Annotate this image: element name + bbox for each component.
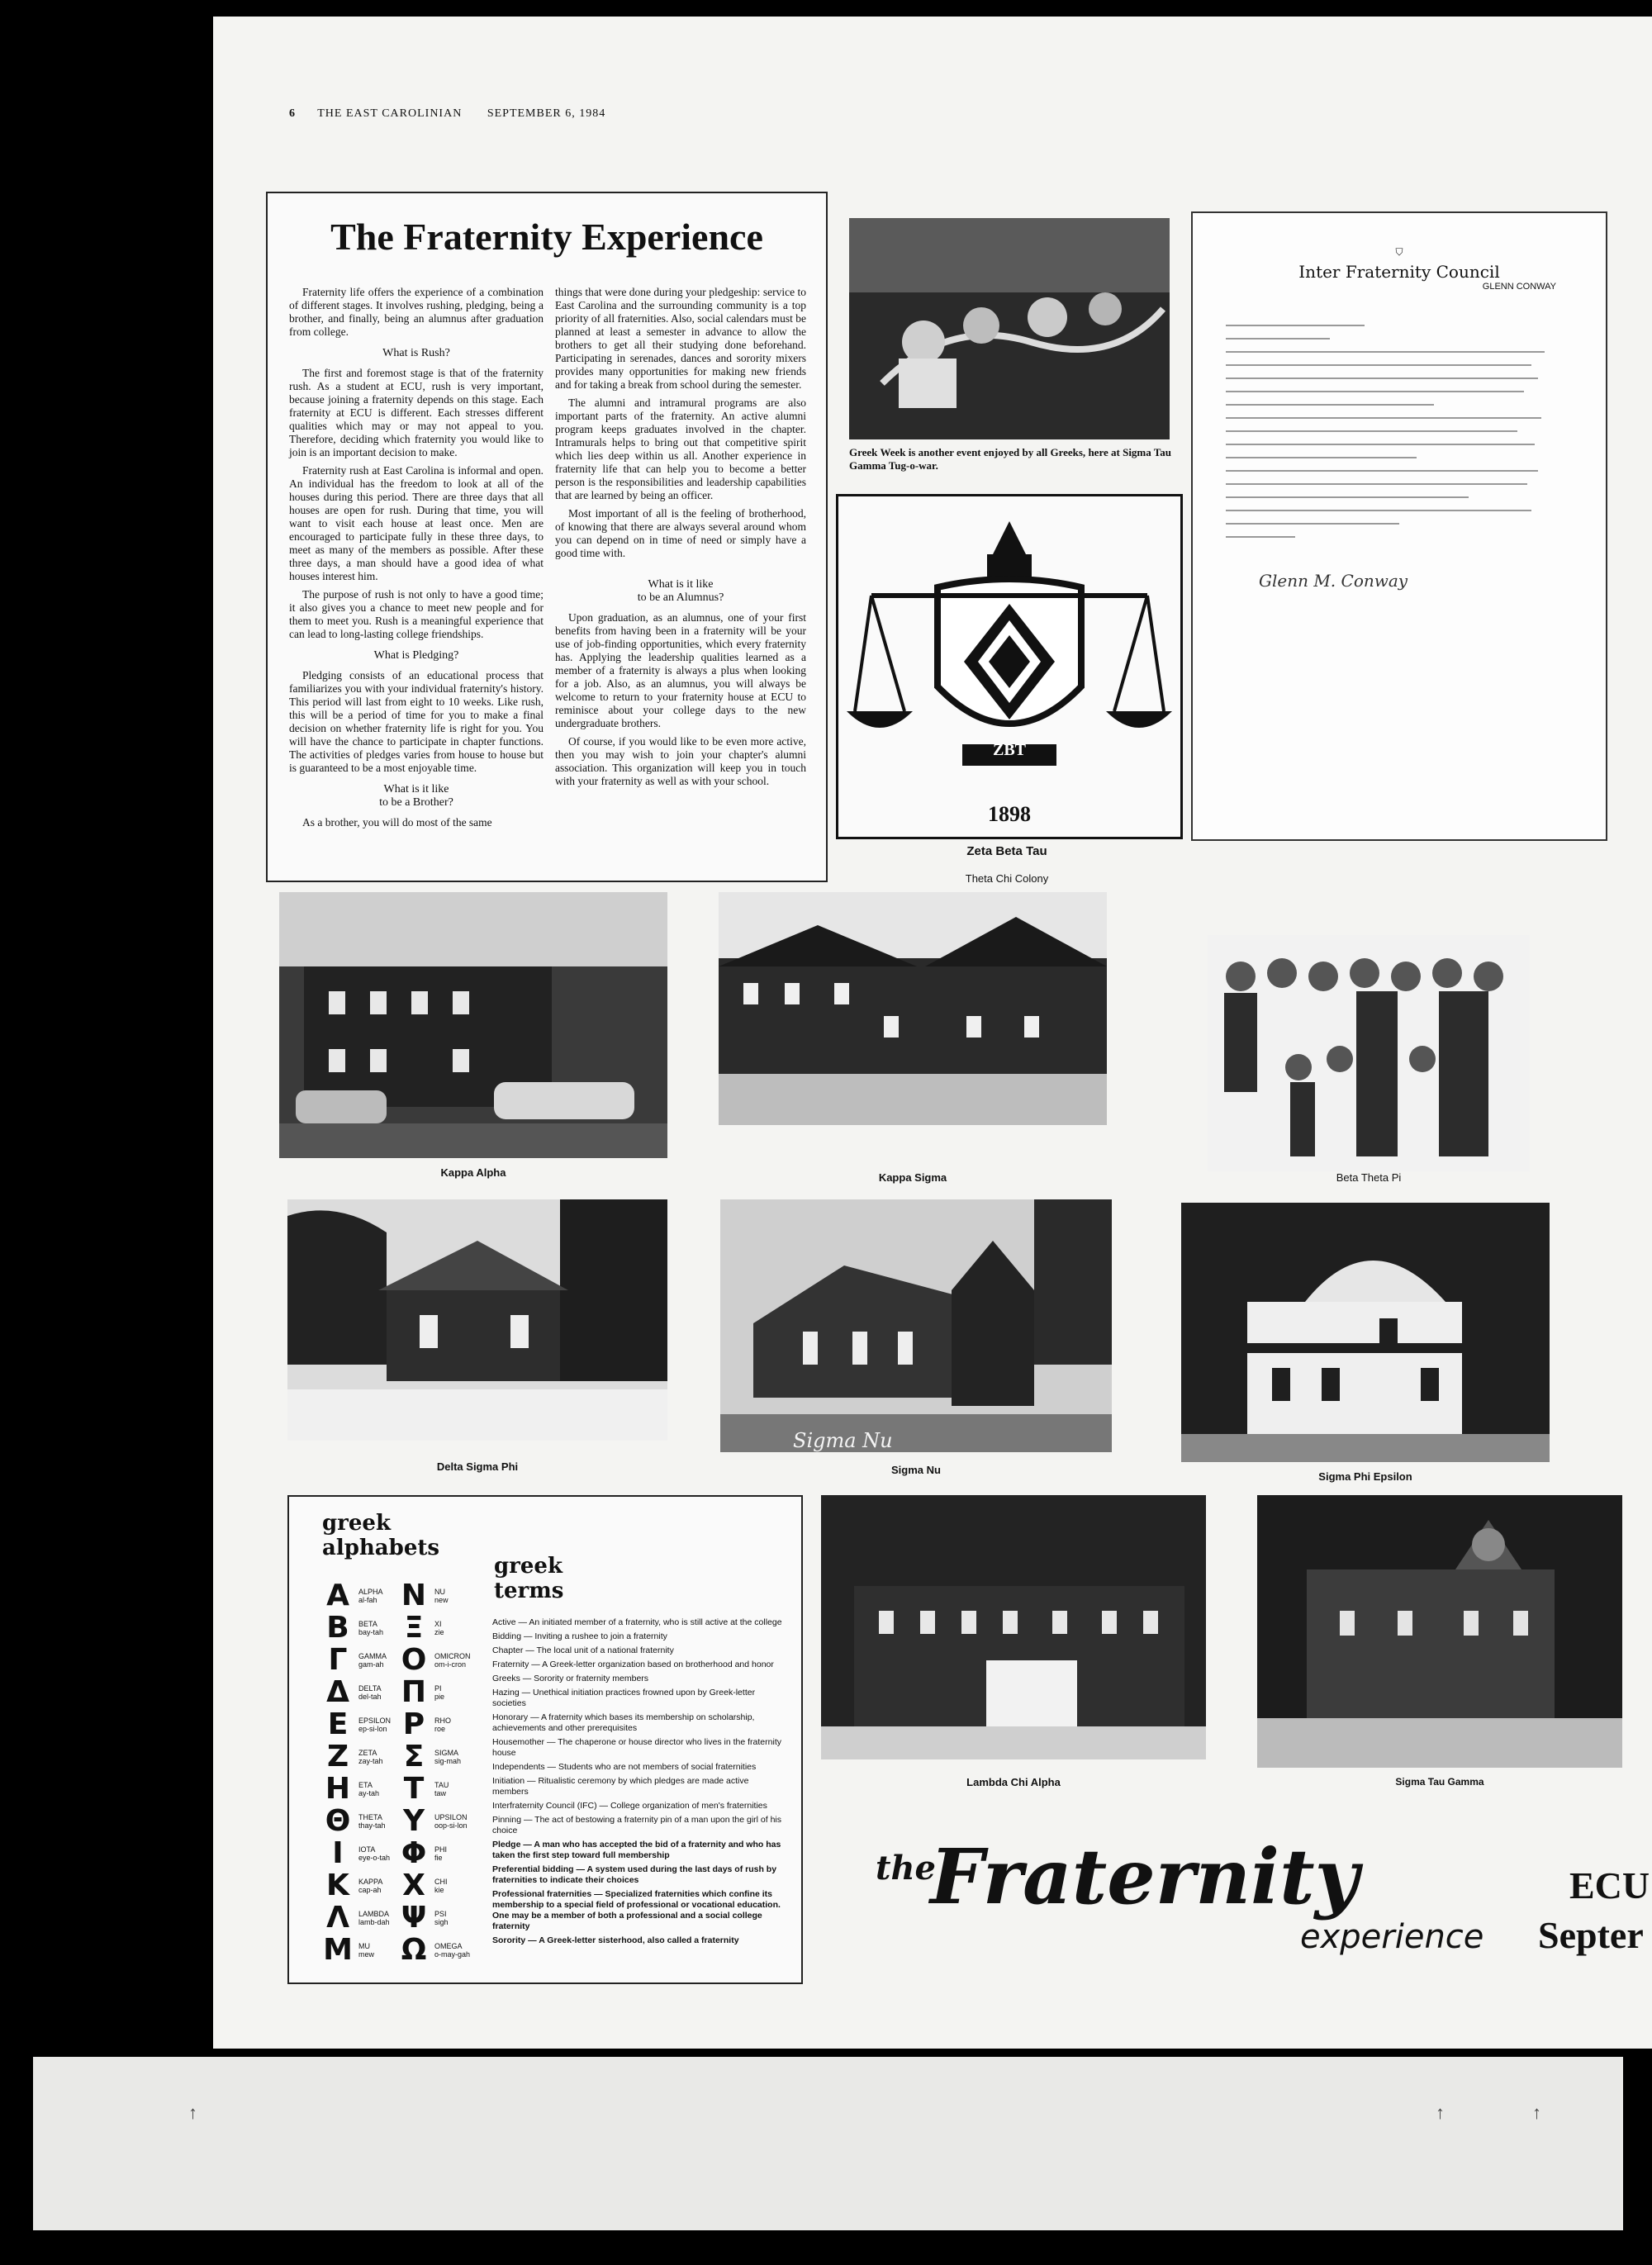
letter-name: ETA bbox=[358, 1780, 373, 1789]
letter-pronunciation: new bbox=[434, 1595, 449, 1604]
letter-name: DELTA bbox=[358, 1683, 382, 1693]
greek-terms-list bbox=[492, 1617, 786, 1949]
letter-name: RHO bbox=[434, 1716, 451, 1725]
terms-title-1: greek bbox=[494, 1554, 563, 1579]
letter-pronunciation: mew bbox=[358, 1949, 375, 1959]
group-photo bbox=[1208, 935, 1530, 1171]
greek-letter-row bbox=[398, 1773, 489, 1805]
greek-letter: Α bbox=[326, 1579, 349, 1612]
article-paragraph: As a brother, you will do most of the same bbox=[302, 816, 492, 829]
letter-pronunciation: o-may-gah bbox=[434, 1949, 471, 1959]
house-caption: Sigma Tau Gamma bbox=[1395, 1776, 1484, 1788]
greek-letter-row bbox=[398, 1934, 489, 1966]
letter-pronunciation: bay-tah bbox=[358, 1627, 384, 1636]
letter-pronunciation: sig-mah bbox=[434, 1756, 462, 1765]
greek-letter: Χ bbox=[402, 1869, 425, 1902]
greek-glossary-box bbox=[287, 1495, 803, 1984]
greek-letter-row bbox=[398, 1805, 489, 1837]
promo-fraternity: Fraternity bbox=[930, 1832, 1360, 1921]
house-photo bbox=[821, 1495, 1206, 1759]
ifc-president-name: GLENN CONWAY bbox=[1482, 282, 1556, 292]
greek-letter: Θ bbox=[325, 1804, 351, 1838]
sigma-nu-sign: Sigma Nu bbox=[793, 1429, 893, 1452]
letter-pronunciation: zie bbox=[434, 1627, 444, 1636]
crest-letters: ZBT bbox=[992, 741, 1027, 759]
greek-letter: Ο bbox=[401, 1643, 427, 1677]
term-item: Active — An initiated member of a fraternity, who is still active at the college bbox=[492, 1617, 782, 1627]
article-paragraph: Fraternity life offers the experience of a combination of different stages. It involves rushing, pledging, being a brother, and finally, being an alumnus after graduation from college. bbox=[289, 286, 544, 338]
term-item: Pinning — The act of bestowing a fraternity pin of a man upon the girl of his choice bbox=[492, 1815, 782, 1835]
house-caption: Kappa Alpha bbox=[440, 1166, 506, 1179]
letter-pronunciation: roe bbox=[434, 1724, 446, 1733]
greek-letter: Κ bbox=[326, 1869, 349, 1902]
letter-pronunciation: sigh bbox=[434, 1917, 449, 1926]
term-item: Housemother — The chaperone or house director who lives in the fraternity house bbox=[492, 1737, 781, 1758]
letter-name: ALPHA bbox=[358, 1587, 383, 1596]
letter-name: MU bbox=[358, 1941, 370, 1950]
greek-letter-row bbox=[398, 1869, 489, 1902]
promo-experience: experience bbox=[1300, 1918, 1484, 1956]
term-item: Independents — Students who are not members of social fraternities bbox=[492, 1762, 757, 1772]
house-photo bbox=[287, 1199, 667, 1441]
greek-letter: Φ bbox=[401, 1836, 427, 1870]
greek-letter: Ε bbox=[327, 1707, 349, 1741]
letter-pronunciation: cap-ah bbox=[358, 1885, 382, 1894]
letter-name: ZETA bbox=[358, 1748, 377, 1757]
greek-letter: Σ bbox=[403, 1740, 425, 1774]
letter-pronunciation: thay-tah bbox=[358, 1821, 386, 1830]
issue-date: SEPTEMBER 6, 1984 bbox=[487, 107, 606, 120]
fraternity-crest-icon bbox=[838, 496, 1180, 837]
letter-name: XI bbox=[434, 1619, 442, 1628]
arrow-mark-icon: ↑ bbox=[188, 2102, 197, 2123]
section-heading: to be an Alumnus? bbox=[637, 591, 724, 604]
section-heading: What is it like bbox=[383, 783, 449, 795]
article-box bbox=[266, 192, 828, 882]
greek-letter: Ψ bbox=[401, 1901, 427, 1935]
house-caption: Lambda Chi Alpha bbox=[966, 1776, 1061, 1788]
greek-week-photo bbox=[849, 218, 1170, 439]
letter-name: UPSILON bbox=[434, 1812, 468, 1821]
term-item: Hazing — Unethical initiation practices frowned upon by Greek-letter societies bbox=[492, 1688, 756, 1708]
greek-letter: Δ bbox=[326, 1675, 349, 1709]
letter-name: CHI bbox=[434, 1877, 448, 1886]
greek-letter: Ω bbox=[401, 1933, 427, 1967]
theta-chi-caption: Theta Chi Colony bbox=[965, 872, 1049, 885]
letter-name: LAMBDA bbox=[358, 1909, 390, 1918]
greek-letter: Ν bbox=[401, 1579, 427, 1612]
article-paragraph: The first and foremost stage is that of the fraternity rush. As a student at ECU, rush is very important, because joining a fraternity depends on this stage. Each fraternity at ECU is different. Each stresses different qualities which may or may not appeal to you. Therefore, deciding which fraternity you would like to join is an important decision to make. bbox=[289, 367, 544, 458]
letter-name: BETA bbox=[358, 1619, 377, 1628]
greek-week-caption: Greek Week is another event enjoyed by all Greeks, here at Sigma Tau Gamma Tug-o-war. bbox=[849, 446, 1171, 472]
greek-letter: Ι bbox=[332, 1836, 344, 1870]
house-photo bbox=[279, 892, 667, 1158]
greek-letter: Μ bbox=[323, 1933, 353, 1967]
letter-body-lines bbox=[1193, 292, 1606, 571]
term-item: Pledge — A man who has accepted the bid of a fraternity and who has taken the first step toward full membership bbox=[492, 1840, 781, 1860]
letter-name: PSI bbox=[434, 1909, 447, 1918]
greek-letter-row bbox=[398, 1676, 489, 1708]
house-caption: Sigma Phi Epsilon bbox=[1318, 1470, 1412, 1483]
letter-pronunciation: lamb-dah bbox=[358, 1917, 390, 1926]
greek-letter-row bbox=[398, 1708, 489, 1740]
page-folio bbox=[289, 107, 605, 121]
house-photo bbox=[1181, 1203, 1550, 1462]
promo-the: the bbox=[876, 1849, 937, 1888]
promo-side-september: Septer bbox=[1538, 1914, 1644, 1956]
article-paragraph: Pledging consists of an educational process that familiarizes you with your individual fraternity's history. This period will last from eight to 10 weeks. Like rush, this will be a period of time for you to make a final decision on whether fraternity life is right for you. You will have the chance to participate in chapter functions. The activities of pledges varies from house to house but is guaranteed to be a most enjoyable time. bbox=[289, 669, 544, 774]
letter-pronunciation: al-fah bbox=[358, 1595, 377, 1604]
ifc-letterhead: Inter Fraternity Council bbox=[1298, 262, 1500, 282]
house-caption: Sigma Nu bbox=[891, 1464, 941, 1476]
article-paragraph: Upon graduation, as an alumnus, one of your first benefits from having been in a fraternity will be your use of job-finding opportunities, which every fraternity has. Applying the leadership qualities learned as a member of a fraternity is always a plus when looking for a job. Also, as an alumnus, you will always be welcome to return to your fraternity house at ECU to reminisce about your college days to the new undergraduate brothers. bbox=[555, 611, 806, 729]
crest-year: 1898 bbox=[988, 802, 1031, 826]
house-caption: Delta Sigma Phi bbox=[436, 1460, 519, 1473]
greek-letter-row bbox=[398, 1902, 489, 1934]
letter-pronunciation: gam-ah bbox=[358, 1660, 384, 1669]
term-item: Bidding — Inviting a rushee to join a fraternity bbox=[492, 1631, 667, 1641]
term-item: Interfraternity Council (IFC) — College organization of men's fraternities bbox=[492, 1801, 767, 1811]
letter-pronunciation: eye-o-tah bbox=[358, 1853, 391, 1862]
article-paragraph: The purpose of rush is not only to have a good time; it also gives you a chance to meet new people and for them to meet you. Rush is a meaningful experience that can lead to long-lasting college friendships. bbox=[289, 588, 544, 640]
letter-pronunciation: om-i-cron bbox=[434, 1660, 467, 1669]
letter-name: NU bbox=[434, 1587, 445, 1596]
microfilm-lower-strip bbox=[33, 2057, 1623, 2230]
term-item: Preferential bidding — A system used during the last days of rush by fraternities to indicate their choices bbox=[492, 1864, 777, 1885]
letter-name: SIGMA bbox=[434, 1748, 459, 1757]
term-item: Professional fraternities — Specialized fraternities which confine its membership to a special field of professional or vocational education. One may be a member of both a professional and a social college fraternity bbox=[492, 1889, 781, 1931]
letter-pronunciation: fie bbox=[434, 1853, 443, 1862]
greek-letter: Ρ bbox=[402, 1707, 425, 1741]
article-paragraph: things that were done during your pledgeship: service to East Carolina and the surrounding community is a top priority of all fraternities. Also, social calendars must be planned at least a semester in advance to allow the brothers to get all their studying done beforehand. Participating in serenades, dances and sorority mixers provides many opportunities for making new friends and for taking a break from school during the semester. bbox=[555, 286, 806, 391]
letter-pronunciation: pie bbox=[434, 1692, 445, 1701]
greek-letter-row bbox=[398, 1579, 489, 1612]
term-item: Chapter — The local unit of a national fraternity bbox=[492, 1645, 674, 1655]
article-paragraph: Fraternity rush at East Carolina is informal and open. An individual has the freedom to look at all of the houses during this period. There are three days that all houses are open for rush. During that time, you will want to visit each house at least once. Men are encouraged to participate fully in these three days, to meet as many of the members as possible. After these three days, a man should have a good idea of what houses interest him. bbox=[289, 464, 544, 582]
terms-title-2: terms bbox=[494, 1579, 564, 1603]
ifc-seal-icon: ⛉ bbox=[1395, 246, 1403, 258]
article-column-2 bbox=[555, 286, 806, 793]
house-caption: Beta Theta Pi bbox=[1336, 1171, 1402, 1184]
house-photo bbox=[1257, 1495, 1622, 1768]
greek-letter: Λ bbox=[326, 1901, 349, 1935]
term-item: Initiation — Ritualistic ceremony by which pledges are made active members bbox=[492, 1776, 749, 1797]
arrow-mark-icon: ↑ bbox=[1532, 2102, 1541, 2123]
letter-name: EPSILON bbox=[358, 1716, 392, 1725]
letter-name: OMEGA bbox=[434, 1941, 463, 1950]
letter-pronunciation: oop-si-lon bbox=[434, 1821, 468, 1830]
letter-name: THETA bbox=[358, 1812, 382, 1821]
letter-pronunciation: del-tah bbox=[358, 1692, 382, 1701]
letter-name: OMICRON bbox=[434, 1651, 471, 1660]
page-number: 6 bbox=[289, 107, 296, 120]
letter-pronunciation: zay-tah bbox=[358, 1756, 383, 1765]
greek-letter: Ξ bbox=[404, 1611, 424, 1645]
arrow-mark-icon: ↑ bbox=[1436, 2102, 1445, 2123]
letter-pronunciation: ay-tah bbox=[358, 1788, 380, 1797]
house-caption: Kappa Sigma bbox=[878, 1171, 947, 1184]
crest-box bbox=[836, 494, 1183, 839]
newspaper-name: THE EAST CAROLINIAN bbox=[317, 107, 463, 120]
letter-name: TAU bbox=[434, 1780, 449, 1789]
letter-name: PHI bbox=[434, 1845, 448, 1854]
greek-letter-row bbox=[398, 1612, 489, 1644]
letter-name: IOTA bbox=[358, 1845, 376, 1854]
letter-name: PI bbox=[434, 1683, 442, 1693]
greek-letter: Υ bbox=[402, 1804, 425, 1838]
greek-letter: Γ bbox=[328, 1643, 348, 1677]
greek-letter-row bbox=[398, 1740, 489, 1773]
article-paragraph: The alumni and intramural programs are also important parts of the fraternity. An active alumni program keeps graduates involved in the chapter. Intramurals helps to bring out that competitive spirit which lies deep within us all. Another experience in fraternity life that can help you to become a better person is the responsibilities and leadership capabilities that are learned by being an officer. bbox=[555, 396, 806, 501]
house-photo bbox=[719, 892, 1107, 1125]
greek-letter: Τ bbox=[403, 1772, 425, 1806]
letter-name: GAMMA bbox=[358, 1651, 387, 1660]
article-headline: The Fraternity Experience bbox=[330, 216, 763, 258]
section-heading: What is it like bbox=[648, 578, 714, 591]
term-item: Sorority — A Greek-letter sisterhood, also called a fraternity bbox=[492, 1935, 739, 1945]
section-heading: to be a Brother? bbox=[379, 796, 453, 809]
letter-signature: Glenn M. Conway bbox=[1259, 571, 1408, 591]
term-item: Honorary — A fraternity which bases its membership on scholarship, achievements and other prerequisites bbox=[492, 1712, 755, 1733]
promo-side-ecu: ECU bbox=[1569, 1864, 1650, 1906]
term-item: Fraternity — A Greek-letter organization based on brotherhood and honor bbox=[492, 1660, 774, 1669]
letter-pronunciation: taw bbox=[434, 1788, 447, 1797]
letter-pronunciation: kie bbox=[434, 1885, 444, 1894]
section-heading: What is Rush? bbox=[382, 347, 450, 359]
alphabets-title-1: greek bbox=[322, 1511, 391, 1536]
greek-letter: Η bbox=[325, 1772, 351, 1806]
house-photo bbox=[720, 1199, 1112, 1452]
greek-letter-row bbox=[398, 1644, 489, 1676]
greek-letter: Π bbox=[401, 1675, 427, 1709]
term-item: Greeks — Sorority or fraternity members bbox=[492, 1674, 649, 1683]
letter-pronunciation: ep-si-lon bbox=[358, 1724, 387, 1733]
crest-caption: Zeta Beta Tau bbox=[966, 844, 1047, 858]
article-column-1 bbox=[289, 286, 544, 834]
alphabets-title-2: alphabets bbox=[322, 1536, 440, 1560]
letter-name: KAPPA bbox=[358, 1877, 383, 1886]
greek-letter: Β bbox=[326, 1611, 349, 1645]
section-heading: What is Pledging? bbox=[373, 649, 459, 662]
greek-letter: Ζ bbox=[326, 1740, 349, 1774]
ifc-letter bbox=[1191, 211, 1607, 841]
greek-letters-right bbox=[398, 1579, 489, 1966]
greek-letter-row bbox=[398, 1837, 489, 1869]
article-paragraph: Most important of all is the feeling of brotherhood, of knowing that there are always several around whom you can depend on in time of need or simply have a good time with. bbox=[555, 507, 806, 559]
article-paragraph: Of course, if you would like to be even more active, then you may wish to join your chapter's alumni association. This organization will keep you in touch with your fraternity as well as with your school. bbox=[555, 735, 806, 787]
